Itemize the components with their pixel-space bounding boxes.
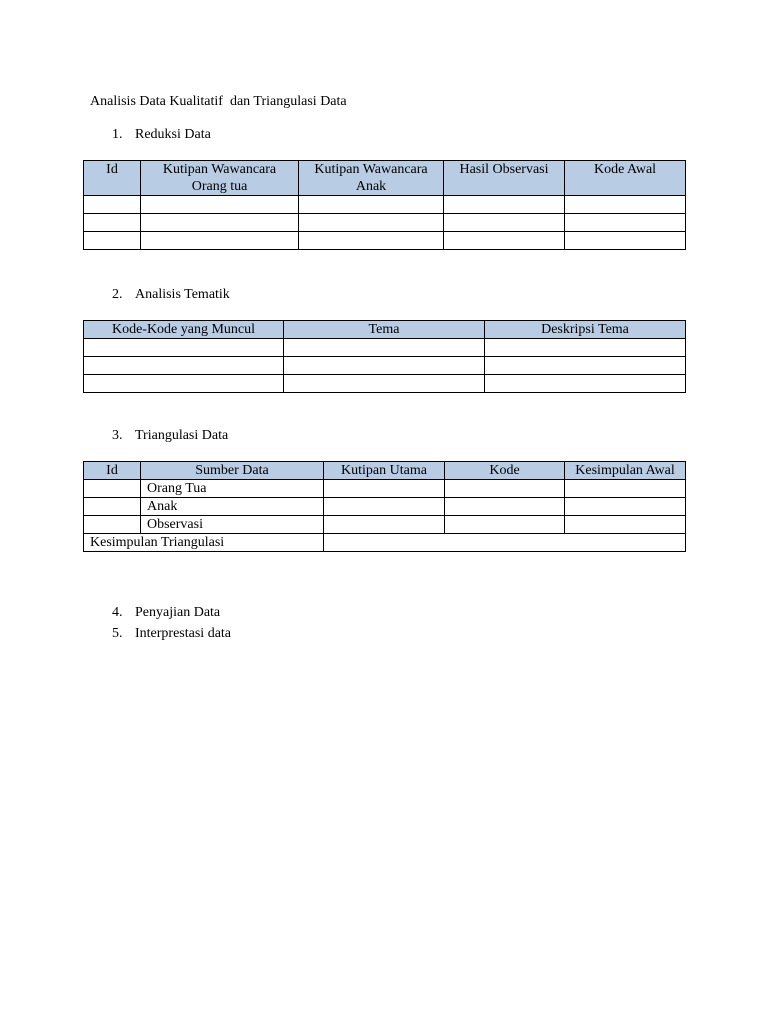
table-row	[84, 375, 686, 393]
table-cell[interactable]	[84, 516, 141, 534]
header-kode-kode: Kode-Kode yang Muncul	[84, 321, 284, 339]
table-cell[interactable]	[299, 232, 444, 250]
header-kesimpulan-awal: Kesimpulan Awal	[565, 462, 686, 480]
table-cell[interactable]	[299, 196, 444, 214]
table-cell[interactable]	[84, 214, 141, 232]
table-row	[84, 498, 686, 516]
source-anak: Anak	[141, 498, 324, 516]
section-number: 2.	[112, 287, 123, 302]
source-observasi: Observasi	[141, 516, 324, 534]
table-cell[interactable]	[84, 498, 141, 516]
section-label: Penyajian Data	[135, 605, 221, 620]
table-cell[interactable]	[84, 375, 284, 393]
header-kode: Kode	[445, 462, 565, 480]
table-cell[interactable]	[485, 375, 686, 393]
table-row	[84, 480, 686, 498]
table-cell[interactable]	[141, 196, 299, 214]
header-kutipan-utama: Kutipan Utama	[324, 462, 445, 480]
table-cell[interactable]	[445, 480, 565, 498]
header-sumber-data: Sumber Data	[141, 462, 324, 480]
table-cell[interactable]	[284, 339, 485, 357]
table-cell[interactable]	[565, 480, 686, 498]
header-deskripsi-tema: Deskripsi Tema	[485, 321, 686, 339]
section-number: 3.	[112, 428, 123, 443]
section-heading-triangulasi	[112, 428, 228, 444]
table-cell[interactable]	[299, 214, 444, 232]
table-row	[84, 232, 686, 250]
header-hasil-observasi: Hasil Observasi	[444, 161, 565, 196]
table-cell[interactable]	[84, 480, 141, 498]
table-cell[interactable]	[444, 214, 565, 232]
table-cell[interactable]	[445, 516, 565, 534]
kesimpulan-triangulasi-cell[interactable]	[324, 534, 686, 552]
table-cell[interactable]	[565, 232, 686, 250]
source-orang-tua: Orang Tua	[141, 480, 324, 498]
table-cell[interactable]	[324, 480, 445, 498]
table-header-row	[84, 321, 686, 339]
table-row	[84, 516, 686, 534]
table-cell[interactable]	[565, 196, 686, 214]
header-kutipan-orang-tua: Kutipan Wawancara Orang tua	[141, 161, 299, 196]
table-cell[interactable]	[565, 214, 686, 232]
table-header-row	[84, 161, 686, 196]
table-cell[interactable]	[445, 498, 565, 516]
reduksi-data-table	[83, 160, 686, 250]
table-row	[84, 339, 686, 357]
table-cell[interactable]	[84, 339, 284, 357]
header-tema: Tema	[284, 321, 485, 339]
header-kutipan-anak: Kutipan Wawancara Anak	[299, 161, 444, 196]
triangulasi-data-table	[83, 461, 686, 552]
table-cell[interactable]	[485, 357, 686, 375]
table-cell[interactable]	[485, 339, 686, 357]
header-kode-awal: Kode Awal	[565, 161, 686, 196]
table-cell[interactable]	[444, 232, 565, 250]
table-cell[interactable]	[284, 375, 485, 393]
table-cell[interactable]	[284, 357, 485, 375]
table-row	[84, 214, 686, 232]
table-cell[interactable]	[84, 357, 284, 375]
table-row	[84, 357, 686, 375]
page-title: Analisis Data Kualitatif dan Triangulasi Data	[90, 94, 347, 109]
table-cell[interactable]	[565, 498, 686, 516]
table-cell[interactable]	[324, 498, 445, 516]
kesimpulan-triangulasi-label: Kesimpulan Triangulasi	[84, 534, 324, 552]
section-number: 1.	[112, 127, 123, 142]
header-id: Id	[84, 161, 141, 196]
table-cell[interactable]	[444, 196, 565, 214]
table-row	[84, 196, 686, 214]
table-cell[interactable]	[84, 196, 141, 214]
table-cell[interactable]	[324, 516, 445, 534]
section-label: Triangulasi Data	[135, 428, 229, 443]
section-label: Interprestasi data	[135, 626, 232, 641]
table-header-row	[84, 462, 686, 480]
section-heading-interprestasi	[112, 626, 231, 642]
section-heading-reduksi	[112, 127, 211, 143]
header-id: Id	[84, 462, 141, 480]
section-heading-analisis-tematik	[112, 287, 230, 303]
table-cell[interactable]	[565, 516, 686, 534]
section-label: Analisis Tematik	[135, 287, 230, 302]
section-heading-penyajian	[112, 605, 220, 621]
table-cell[interactable]	[141, 214, 299, 232]
section-number: 4.	[112, 605, 123, 620]
section-label: Reduksi Data	[135, 127, 211, 142]
conclusion-row	[84, 534, 686, 552]
table-cell[interactable]	[84, 232, 141, 250]
analisis-tematik-table	[83, 320, 686, 393]
table-cell[interactable]	[141, 232, 299, 250]
section-number: 5.	[112, 626, 123, 641]
